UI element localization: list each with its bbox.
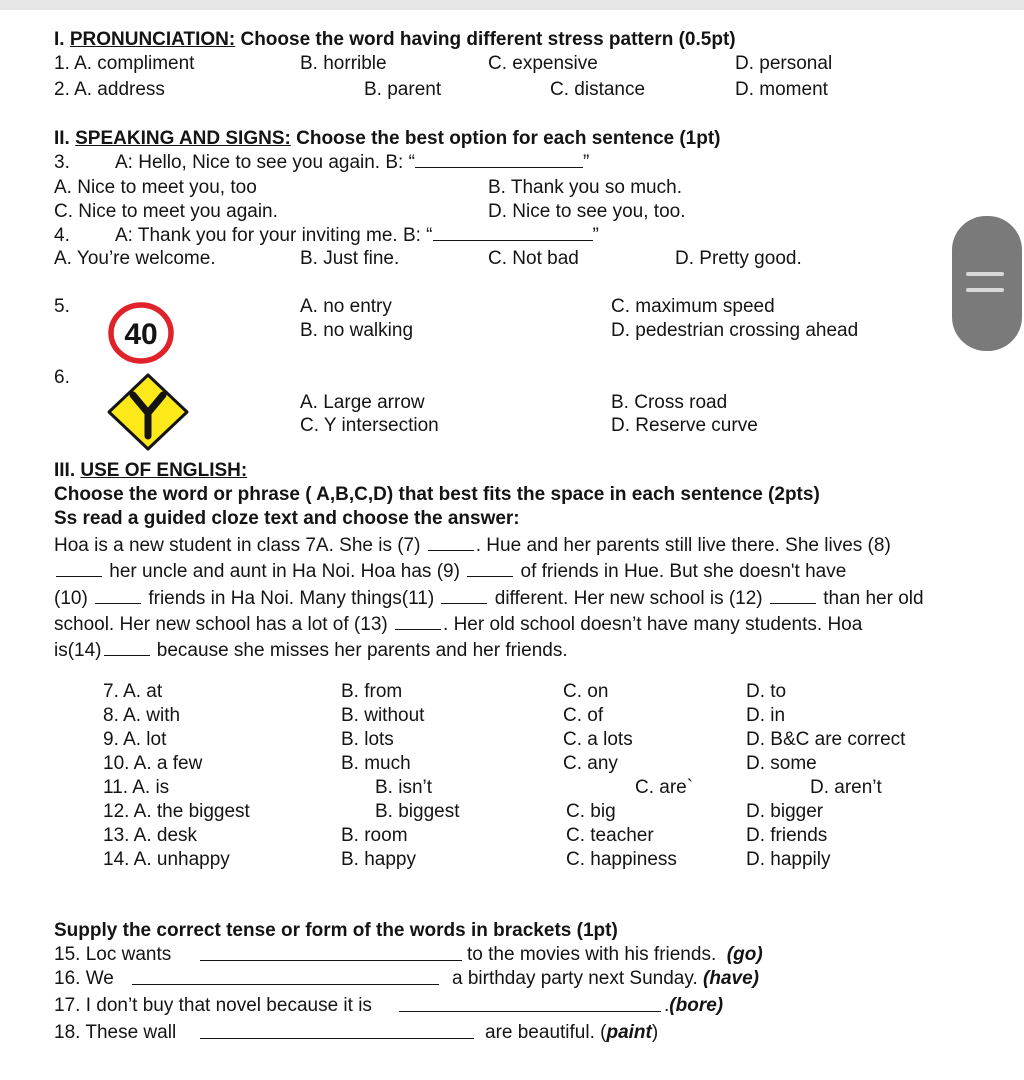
- q3-prompt: A: Hello, Nice to see you again. B: “ ”: [115, 152, 590, 173]
- section-2-heading: II. SPEAKING AND SIGNS: Choose the best option for each sentence (1pt): [54, 128, 721, 149]
- q8-option-a: 8. A. with: [103, 705, 181, 726]
- q11-option-d: D. aren’t: [810, 777, 882, 798]
- q7-option-c: C. on: [563, 681, 609, 702]
- q3-option-d: D. Nice to see you, too.: [488, 201, 686, 222]
- grip-line-icon: [966, 272, 1004, 276]
- q11-option-b: B. isn’t: [375, 777, 433, 798]
- q10-option-a: 10. A. a few: [103, 753, 203, 774]
- q4-number: 4.: [54, 225, 70, 246]
- q6-number: 6.: [54, 367, 70, 388]
- q6-option-d: D. Reserve curve: [611, 415, 758, 436]
- q2-option-d: D. moment: [735, 79, 828, 100]
- q14-option-a: 14. A. unhappy: [103, 849, 230, 870]
- blank-12[interactable]: [770, 589, 816, 604]
- q4-option-b: B. Just fine.: [300, 248, 400, 269]
- q14-option-b: B. happy: [341, 849, 416, 870]
- q1-option-a: 1. A. compliment: [54, 53, 195, 74]
- q2-option-a: 2. A. address: [54, 79, 165, 100]
- blank-8[interactable]: [56, 562, 102, 577]
- q13-option-d: D. friends: [746, 825, 828, 846]
- blank-10[interactable]: [95, 589, 141, 604]
- q15-prefix: 15. Loc wants: [54, 944, 172, 965]
- q18-answer-blank[interactable]: [200, 1024, 474, 1039]
- q9-option-b: B. lots: [341, 729, 394, 750]
- q3-blank[interactable]: [415, 153, 583, 168]
- q10-option-c: C. any: [563, 753, 618, 774]
- q17-answer-blank[interactable]: [399, 997, 661, 1012]
- q5-option-c: C. maximum speed: [611, 296, 775, 317]
- q17-prefix: 17. I don’t buy that novel because it is: [54, 995, 372, 1016]
- section-3-subinstruction: Ss read a guided cloze text and choose the answer:: [54, 508, 520, 529]
- q15-suffix: to the movies with his friends. (go): [467, 944, 763, 965]
- q5-option-b: B. no walking: [300, 320, 414, 341]
- q10-option-d: D. some: [746, 753, 817, 774]
- top-bar: [0, 0, 1024, 10]
- q3-option-b: B. Thank you so much.: [488, 177, 682, 198]
- q7-option-b: B. from: [341, 681, 403, 702]
- blank-7[interactable]: [428, 536, 474, 551]
- q8-option-b: B. without: [341, 705, 425, 726]
- blank-14[interactable]: [104, 641, 150, 656]
- q13-option-b: B. room: [341, 825, 408, 846]
- section-1-heading: I. PRONUNCIATION: Choose the word having different stress pattern (0.5pt): [54, 29, 736, 50]
- q1-option-d: D. personal: [735, 53, 833, 74]
- q9-option-c: C. a lots: [563, 729, 633, 750]
- q14-option-d: D. happily: [746, 849, 831, 870]
- q4-option-c: C. Not bad: [488, 248, 579, 269]
- q1-option-c: C. expensive: [488, 53, 598, 74]
- q6-option-c: C. Y intersection: [300, 415, 439, 436]
- q16-prefix: 16. We: [54, 968, 114, 989]
- q18-prefix: 18. These wall: [54, 1022, 177, 1043]
- q9-option-d: D. B&C are correct: [746, 729, 906, 750]
- cloze-passage: Hoa is a new student in class 7A. She is (7) . Hue and her parents still live there. She lives (8) her uncle and aunt in Ha Noi. Hoa has (9) of friends in Hue. But she doesn't have (10) friends in Ha Noi. Many things(11) different. Her new school is (12) than her old school. Her new school has a lot of (13) . Her old school doesn’t have many students. Hoa is(14) because she misses her parents and her friends.: [54, 535, 924, 662]
- q3-number: 3.: [54, 152, 70, 173]
- q3-option-a: A. Nice to meet you, too: [54, 177, 257, 198]
- q16-suffix: a birthday party next Sunday. (have): [452, 968, 759, 989]
- q6-option-b: B. Cross road: [611, 392, 728, 413]
- q14-option-c: C. happiness: [566, 849, 677, 870]
- q11-option-a: 11. A. is: [103, 777, 170, 798]
- q15-answer-blank[interactable]: [200, 946, 462, 961]
- q4-blank[interactable]: [433, 226, 593, 241]
- q12-option-a: 12. A. the biggest: [103, 801, 250, 822]
- q5-option-d: D. pedestrian crossing ahead: [611, 320, 859, 341]
- q11-option-c: C. are`: [635, 777, 694, 798]
- q6-option-a: A. Large arrow: [300, 392, 425, 413]
- q10-option-b: B. much: [341, 753, 411, 774]
- blank-11[interactable]: [441, 589, 487, 604]
- q4-prompt: A: Thank you for your inviting me. B: “ ”: [115, 225, 599, 246]
- q7-option-d: D. to: [746, 681, 787, 702]
- q7-option-a: 7. A. at: [103, 681, 163, 702]
- q12-option-b: B. biggest: [375, 801, 460, 822]
- section-3-instruction: Choose the word or phrase ( A,B,C,D) that best fits the space in each sentence (2pts): [54, 484, 820, 505]
- q2-option-b: B. parent: [364, 79, 442, 100]
- scroll-handle[interactable]: [952, 216, 1022, 351]
- q13-option-a: 13. A. desk: [103, 825, 198, 846]
- blank-13[interactable]: [395, 615, 441, 630]
- speed-limit-number: 40: [124, 318, 158, 351]
- blank-9[interactable]: [467, 562, 513, 577]
- q8-option-c: C. of: [563, 705, 604, 726]
- q13-option-c: C. teacher: [566, 825, 654, 846]
- grip-line-icon: [966, 288, 1004, 292]
- q8-option-d: D. in: [746, 705, 786, 726]
- q4-option-a: A. You’re welcome.: [54, 248, 216, 269]
- q12-option-c: C. big: [566, 801, 616, 822]
- y-intersection-sign-icon: [106, 372, 190, 452]
- q16-answer-blank[interactable]: [132, 970, 439, 985]
- section-4-heading: Supply the correct tense or form of the words in brackets (1pt): [54, 920, 618, 941]
- q5-option-a: A. no entry: [300, 296, 392, 317]
- q18-suffix: are beautiful. (paint): [485, 1022, 659, 1043]
- q12-option-d: D. bigger: [746, 801, 824, 822]
- q4-option-d: D. Pretty good.: [675, 248, 802, 269]
- q1-option-b: B. horrible: [300, 53, 387, 74]
- section-3-heading: III. USE OF ENGLISH:: [54, 460, 248, 481]
- q17-suffix: .(bore): [664, 995, 724, 1016]
- q9-option-a: 9. A. lot: [103, 729, 167, 750]
- q2-option-c: C. distance: [550, 79, 646, 100]
- q3-option-c: C. Nice to meet you again.: [54, 201, 278, 222]
- q5-number: 5.: [54, 296, 70, 317]
- speed-limit-sign-icon: [108, 302, 174, 364]
